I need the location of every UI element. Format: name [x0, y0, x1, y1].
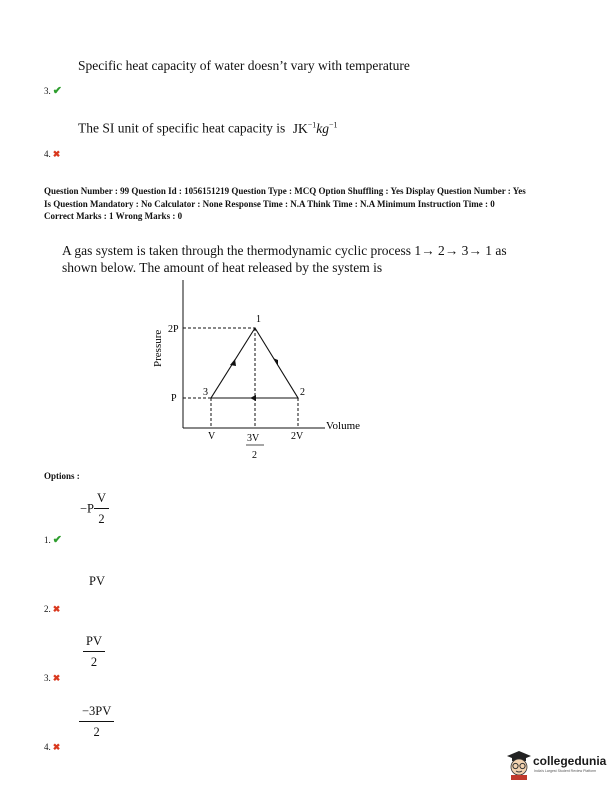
option-1-label[interactable] — [44, 530, 62, 548]
question-meta-line-2: Is Question Mandatory : No Calculator : None Response Time : N.A Think Time : N.A Minimum Instruction Time : 0 — [44, 198, 495, 209]
cross-icon: ✖ — [52, 149, 61, 159]
ytick-p: P — [171, 393, 177, 404]
prev-option-4-statement: The SI unit of specific heat capacity is — [78, 120, 286, 136]
option-3-label[interactable] — [44, 668, 60, 686]
ytick-2p: 2P — [168, 324, 179, 335]
option-2-number: 2. — [44, 604, 51, 614]
cross-icon: ✖ — [52, 742, 61, 752]
question-meta-line-3: Correct Marks : 1 Wrong Marks : 0 — [44, 211, 183, 221]
option-4-label[interactable] — [44, 737, 60, 755]
brand-tagline: India's Largest Student Review Platform — [534, 769, 597, 773]
prev-option-4-label — [44, 144, 60, 162]
brand-logo — [506, 750, 606, 780]
prev-option-3-text: Specific heat capacity of water doesn’t vary with temperature — [78, 58, 410, 73]
question-meta — [44, 185, 584, 223]
option-1-numerator: V — [94, 491, 109, 509]
cross-icon: ✖ — [52, 673, 61, 683]
si-unit-expression — [293, 121, 338, 136]
option-2-label[interactable] — [44, 599, 60, 617]
pv-diagram — [140, 270, 380, 465]
y-axis-label: Pressure — [152, 329, 164, 367]
option-3-expression — [83, 634, 105, 670]
option-1-fraction — [94, 491, 109, 527]
question-meta-line-1: Question Number : 99 Question Id : 1056151219 Question Type : MCQ Option Shuffling : Yes Display Question Number : Yes — [44, 186, 526, 196]
option-2-expression: PV — [89, 574, 105, 588]
mascot-icon — [506, 750, 532, 780]
arrow-2-to-3 — [250, 395, 256, 401]
prev-option-3-number: 3. — [44, 86, 51, 96]
xtick-3v2-denominator: 2 — [252, 450, 257, 461]
option-4-denominator: 2 — [93, 725, 100, 739]
prev-option-4-number: 4. — [44, 149, 51, 159]
option-4-numerator: −3PV — [79, 704, 114, 722]
check-icon: ✔ — [52, 85, 62, 97]
unit-base: JK — [292, 120, 308, 136]
option-4-fraction — [79, 704, 114, 740]
option-3-denominator: 2 — [90, 655, 98, 669]
cross-icon: ✖ — [52, 604, 61, 614]
unit-kg: kg — [316, 120, 329, 136]
option-4-expression — [79, 704, 114, 740]
option-3-numerator: PV — [83, 634, 105, 652]
option-1-denominator: 2 — [98, 512, 105, 526]
unit-exponent-2: −1 — [328, 120, 338, 129]
xtick-3v2-numerator: 3V — [247, 433, 260, 444]
point-1-label: 1 — [256, 314, 261, 325]
brand-name: collegedunia — [533, 754, 607, 768]
options-heading: Options : — [44, 471, 80, 481]
option-3-number: 3. — [44, 673, 51, 683]
option-3-fraction — [83, 634, 105, 670]
arrow-3-to-1 — [230, 359, 236, 366]
xtick-v: V — [208, 431, 216, 442]
xtick-2v: 2V — [291, 431, 304, 442]
option-1-number: 1. — [44, 535, 51, 545]
question-line-1: A gas system is taken through the thermodynamic cyclic process 1→ 2→ 3→ 1 as — [62, 243, 507, 258]
prev-option-3-label — [44, 81, 62, 99]
option-4-number: 4. — [44, 742, 51, 752]
unit-exponent-1: −1 — [307, 120, 317, 129]
prev-option-4-text — [78, 120, 337, 137]
option-1-expression — [80, 491, 109, 527]
point-3-label: 3 — [203, 387, 208, 398]
x-axis-label: Volume — [326, 420, 361, 432]
point-2-label: 2 — [300, 387, 305, 398]
check-icon: ✔ — [52, 534, 62, 546]
option-1-prefix: −P — [80, 501, 95, 516]
question-line-2: shown below. The amount of heat released by the system is — [62, 260, 383, 275]
